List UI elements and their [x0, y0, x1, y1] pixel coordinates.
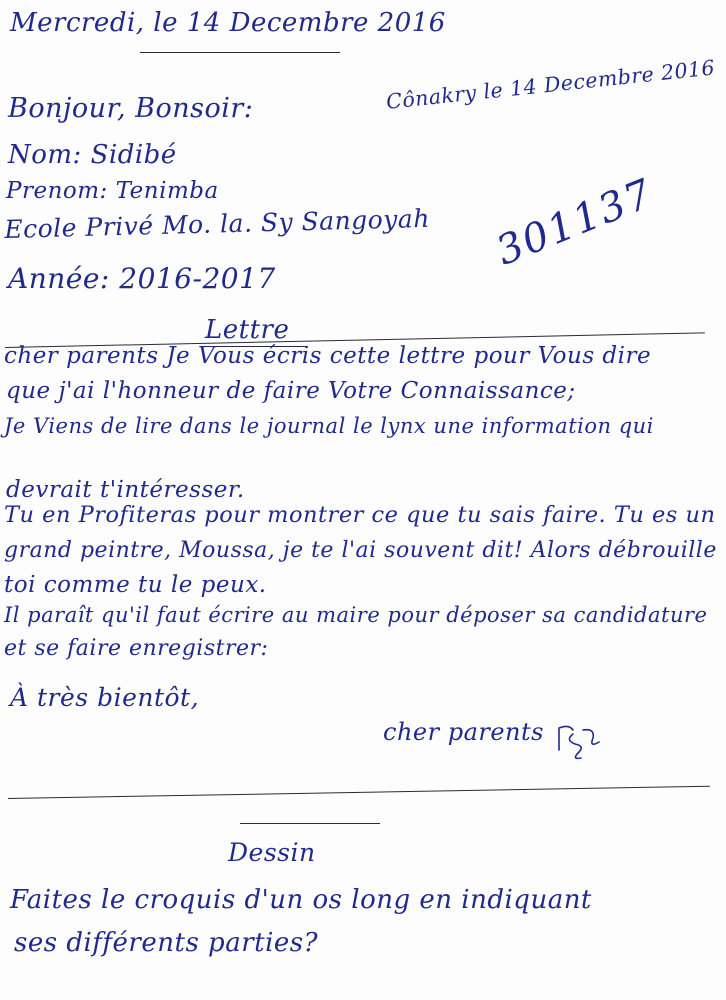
dessin-question-line: Faites le croquis d'un os long en indiquant — [10, 885, 592, 915]
letter-line: Il paraît qu'il faut écrire au maire pour déposer sa candidature — [4, 603, 708, 627]
letter-line: et se faire enregistrer: — [4, 636, 269, 661]
letter-line: Je Viens de lire dans le journal le lynx une information qui — [4, 414, 654, 438]
student-code: 301137 — [490, 170, 660, 275]
letter-line: toi comme tu le peux. — [4, 572, 267, 598]
dessin-question-line: ses différents parties? — [14, 928, 319, 958]
school-year: Année: 2016-2017 — [8, 262, 276, 295]
letter-line: que j'ai l'honneur de faire Votre Connaissance; — [6, 378, 576, 404]
signature-scribble — [555, 720, 605, 762]
section-divider-bottom — [8, 786, 710, 799]
letter-line: devrait t'intéresser. — [6, 477, 245, 503]
dessin-overline — [240, 823, 380, 824]
place-date: Cônakry le 14 Decembre 2016 — [385, 55, 717, 114]
school-name: Ecole Privé Mo. la. Sy Sangoyah — [4, 203, 431, 244]
greeting: Bonjour, Bonsoir: — [8, 93, 254, 124]
letter-signature: cher parents — [383, 718, 544, 746]
section-title-dessin: Dessin — [228, 838, 316, 867]
student-name: Nom: Sidibé — [8, 140, 177, 170]
section-title-lettre: Lettre — [205, 315, 290, 345]
letter-closing: À très bientôt, — [10, 683, 200, 712]
letter-line: cher parents Je Vous écris cette lettre pour Vous dire — [4, 343, 652, 369]
date-line: Mercredi, le 14 Decembre 2016 — [10, 8, 446, 38]
student-firstname: Prenom: Tenimba — [6, 178, 219, 204]
date-underline — [140, 52, 340, 53]
letter-line: grand peintre, Moussa, je te l'ai souvent dit! Alors débrouille — [4, 538, 717, 563]
letter-line: Tu en Profiteras pour montrer ce que tu sais faire. Tu es un — [4, 502, 716, 528]
